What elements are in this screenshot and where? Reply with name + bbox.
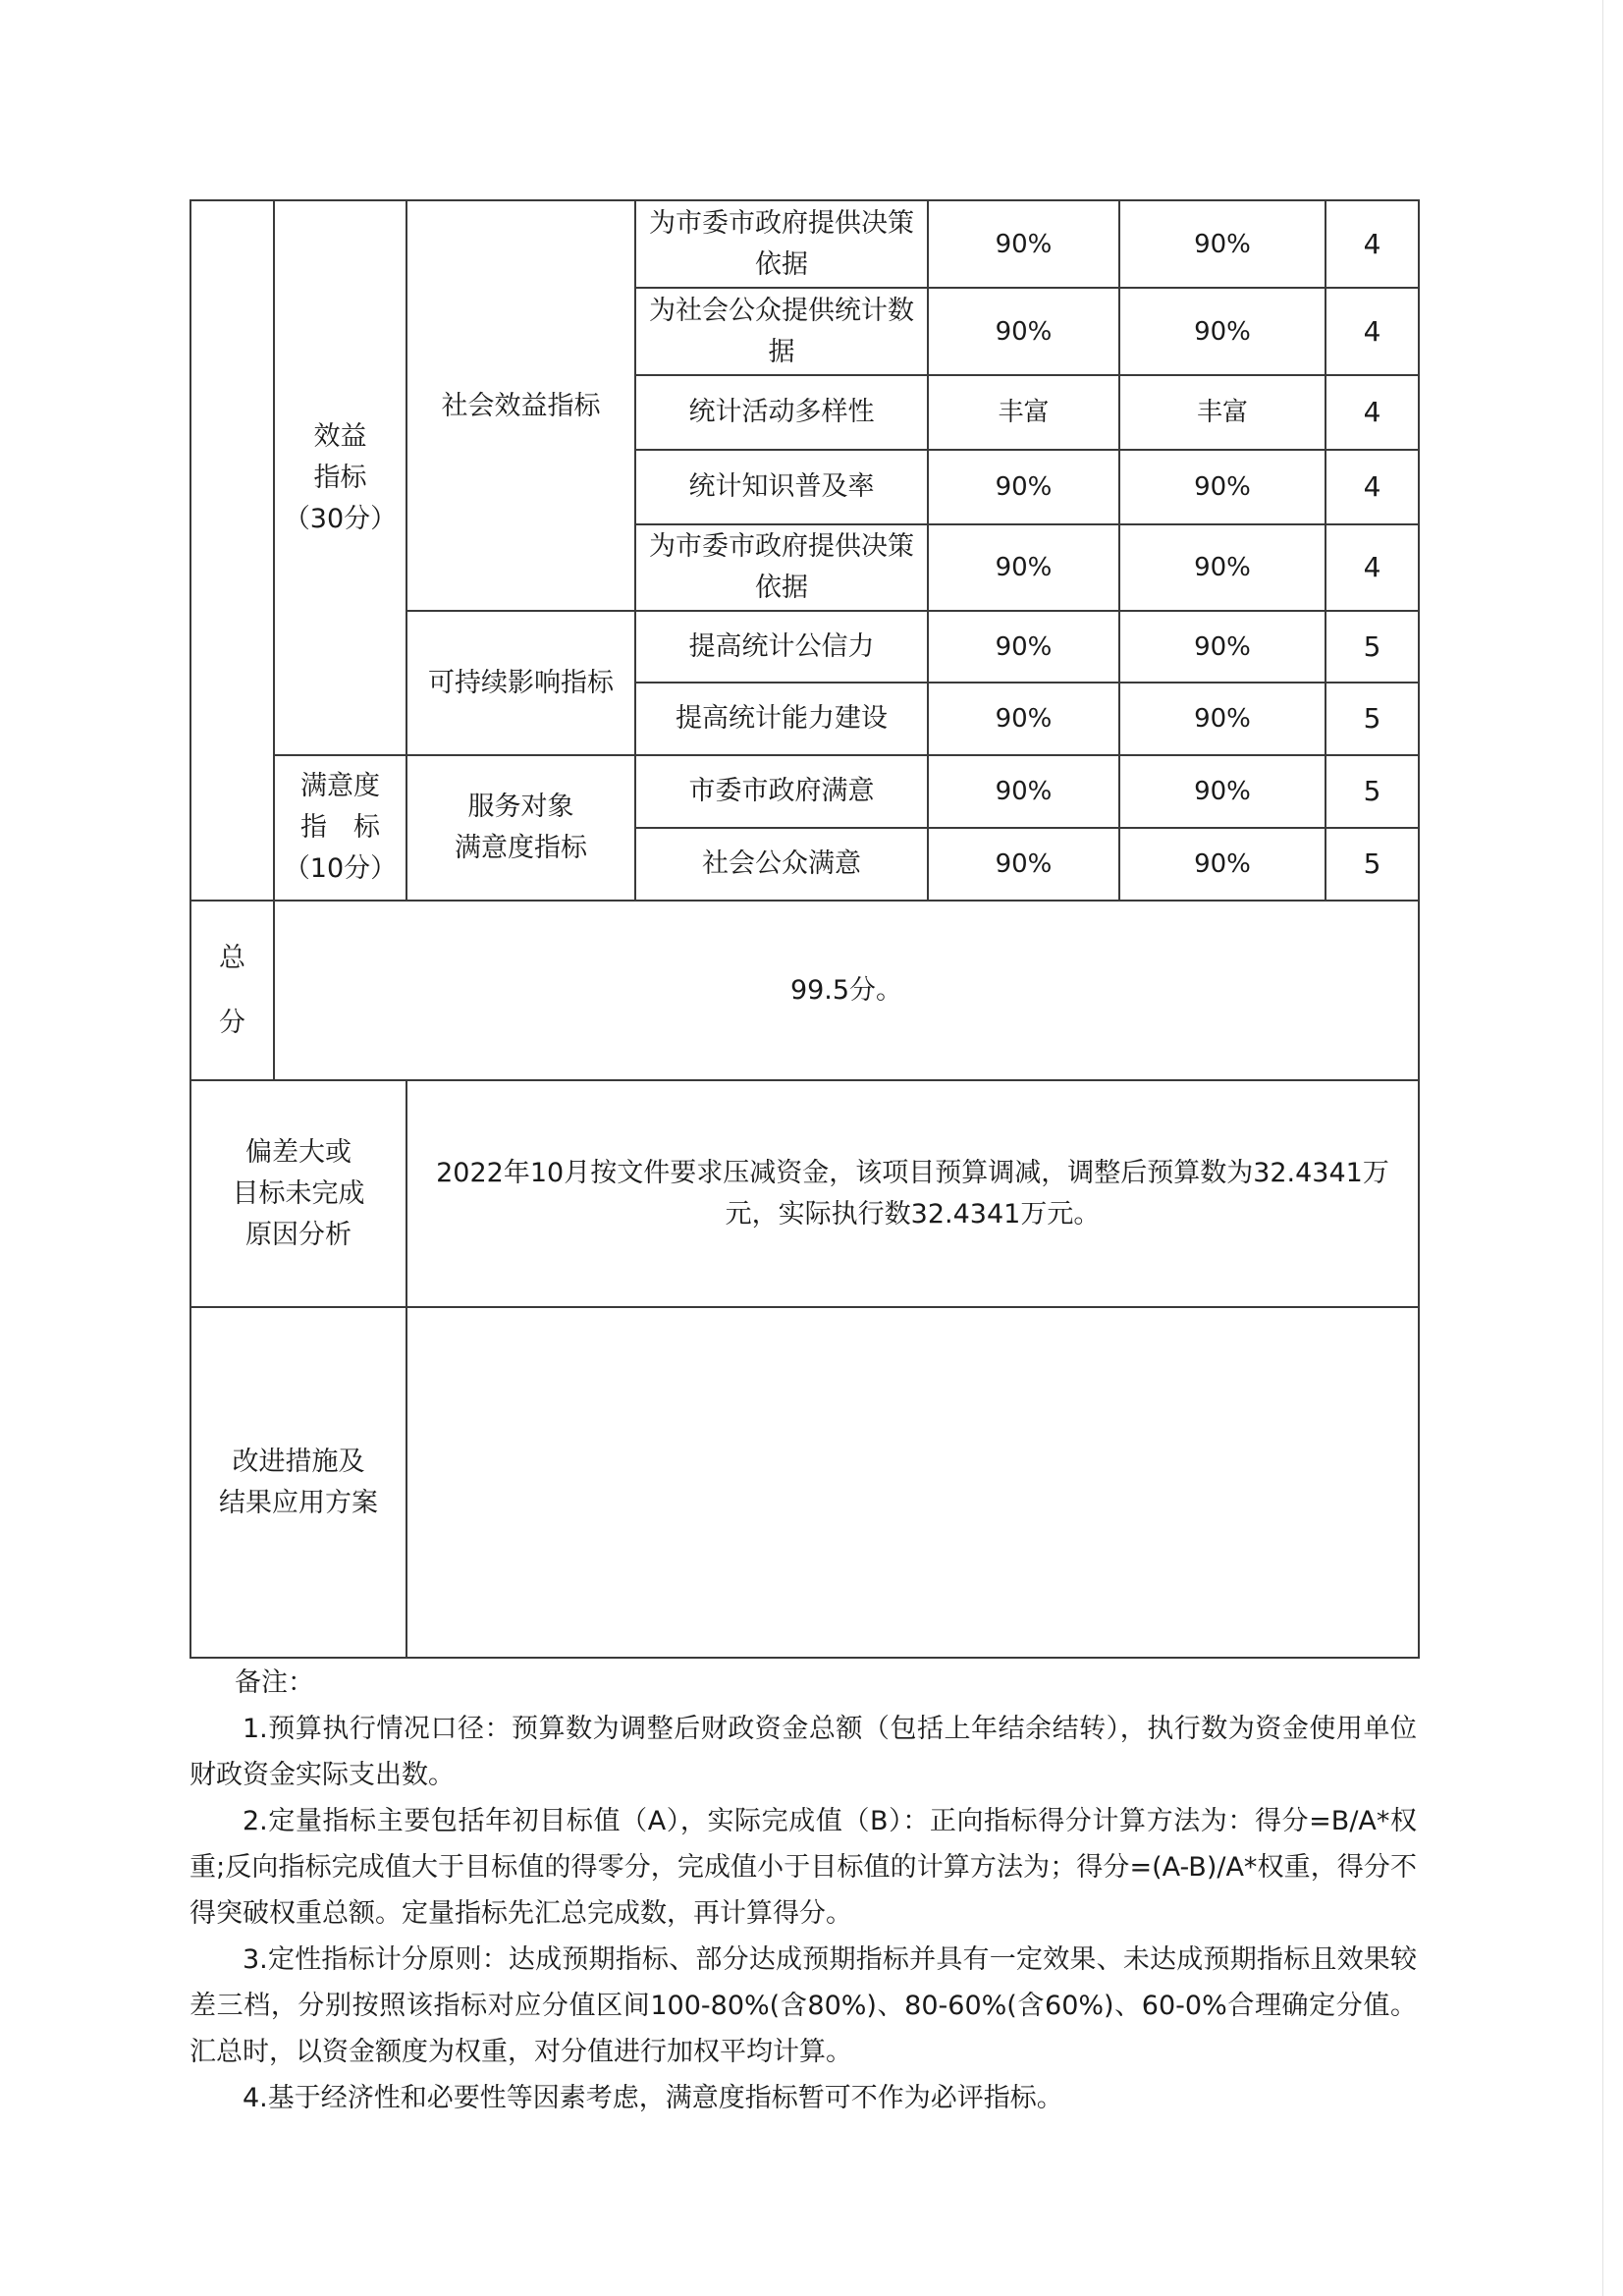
notes-heading: 备注： bbox=[235, 1667, 314, 1698]
actual-value: 90% bbox=[1119, 524, 1325, 611]
table-row bbox=[190, 200, 1419, 288]
actual-value: 90% bbox=[1119, 683, 1325, 755]
target-value: 90% bbox=[928, 450, 1119, 524]
note-item: 2.定量指标主要包括年初目标值（A），实际完成值（B）：正向指标得分计算方法为：得分=B/A*权重;反向指标完成值大于目标值的得零分，完成值小于目标值的计算方法为；得分=(A-B)/A*权重，得分不得突破权重总额。定量指标先汇总完成数，再计算得分。 bbox=[189, 1806, 1417, 1929]
indicator-name: 统计知识普及率 bbox=[635, 450, 928, 524]
improvement-label: 改进措施及 结果应用方案 bbox=[190, 1307, 406, 1658]
deviation-text: 2022年10月按文件要求压减资金，该项目预算调减，调整后预算数为32.4341万元，实际执行数32.4341万元。 bbox=[406, 1080, 1419, 1307]
actual-value: 90% bbox=[1119, 288, 1325, 375]
score-value: 5 bbox=[1325, 611, 1419, 683]
total-label-top: 总 bbox=[219, 942, 245, 973]
score-value: 4 bbox=[1325, 200, 1419, 288]
improvement-text bbox=[406, 1307, 1419, 1658]
actual-value: 90% bbox=[1119, 828, 1325, 901]
target-value: 90% bbox=[928, 755, 1119, 828]
score-value: 5 bbox=[1325, 828, 1419, 901]
total-label-bottom: 分 bbox=[219, 1007, 245, 1038]
page-edge bbox=[1602, 0, 1603, 2296]
indicator-name: 市委市政府满意 bbox=[635, 755, 928, 828]
actual-value: 90% bbox=[1119, 611, 1325, 683]
indicator-name: 为社会公众提供统计数据 bbox=[635, 288, 928, 375]
total-score-value: 99.5分。 bbox=[274, 901, 1419, 1080]
table-row bbox=[190, 1080, 1419, 1307]
performance-table bbox=[189, 199, 1420, 1659]
target-value: 90% bbox=[928, 683, 1119, 755]
indicator-name: 提高统计公信力 bbox=[635, 611, 928, 683]
indicator-name: 统计活动多样性 bbox=[635, 375, 928, 450]
indicator-name: 为市委市政府提供决策依据 bbox=[635, 524, 928, 611]
target-value: 90% bbox=[928, 200, 1119, 288]
social-benefit-label: 社会效益指标 bbox=[406, 200, 635, 611]
actual-value: 丰富 bbox=[1119, 375, 1325, 450]
target-value: 90% bbox=[928, 524, 1119, 611]
deviation-label: 偏差大或 目标未完成 原因分析 bbox=[190, 1080, 406, 1307]
score-value: 4 bbox=[1325, 375, 1419, 450]
score-value: 4 bbox=[1325, 288, 1419, 375]
note-item: 3.定性指标计分原则：达成预期指标、部分达成预期指标并具有一定效果、未达成预期指标且效果较差三档，分别按照该指标对应分值区间100-80%(含80%)、80-60%(含60%)、60-0%合理确定分值。汇总时，以资金额度为权重，对分值进行加权平均计算。 bbox=[189, 1944, 1417, 2067]
target-value: 90% bbox=[928, 288, 1119, 375]
note-item: 4.基于经济性和必要性等因素考虑，满意度指标暂可不作为必评指标。 bbox=[243, 2083, 1063, 2113]
outer-category-cell bbox=[190, 200, 274, 901]
score-value: 5 bbox=[1325, 755, 1419, 828]
indicator-name: 社会公众满意 bbox=[635, 828, 928, 901]
table-row bbox=[190, 1307, 1419, 1658]
actual-value: 90% bbox=[1119, 450, 1325, 524]
sustainable-impact-label: 可持续影响指标 bbox=[406, 611, 635, 755]
target-value: 90% bbox=[928, 611, 1119, 683]
actual-value: 90% bbox=[1119, 200, 1325, 288]
note-item: 1.预算执行情况口径：预算数为调整后财政资金总额（包括上年结余结转），执行数为资金使用单位财政资金实际支出数。 bbox=[189, 1714, 1417, 1790]
satisfaction-sub-label: 服务对象 满意度指标 bbox=[406, 755, 635, 901]
indicator-name: 为市委市政府提供决策依据 bbox=[635, 200, 928, 288]
table-row bbox=[190, 755, 1419, 828]
score-value: 4 bbox=[1325, 524, 1419, 611]
target-value: 丰富 bbox=[928, 375, 1119, 450]
benefit-category: 效益 指标 （30分） bbox=[274, 200, 406, 755]
target-value: 90% bbox=[928, 828, 1119, 901]
actual-value: 90% bbox=[1119, 755, 1325, 828]
notes-section bbox=[189, 1660, 1417, 2121]
indicator-name: 提高统计能力建设 bbox=[635, 683, 928, 755]
table-row bbox=[190, 901, 1419, 1080]
score-value: 5 bbox=[1325, 683, 1419, 755]
satisfaction-category: 满意度 指 标 （10分） bbox=[274, 755, 406, 901]
total-label bbox=[190, 901, 274, 1080]
score-value: 4 bbox=[1325, 450, 1419, 524]
